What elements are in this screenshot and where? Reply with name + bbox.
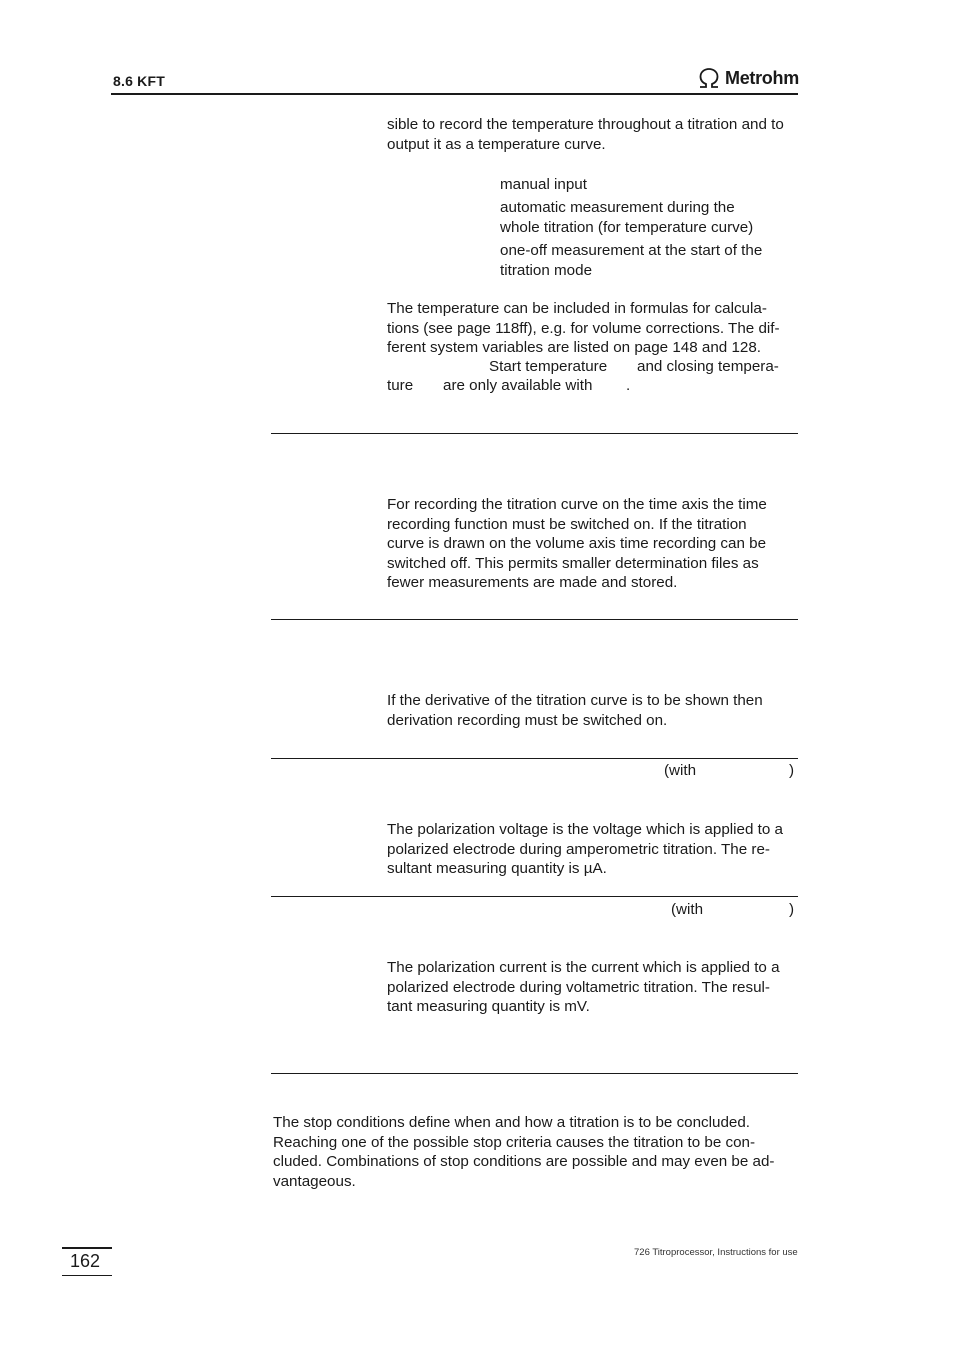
- page-number-rule-bottom: [62, 1275, 112, 1276]
- document-title: 726 Titroprocessor, Instructions for use: [634, 1247, 798, 1258]
- text-line: polarized electrode during voltametric titration. The resul-: [387, 978, 770, 996]
- time-recording-text: [387, 495, 767, 593]
- temperature-option-manual: [500, 175, 587, 195]
- text-line: sible to record the temperature throughout a titration and to: [387, 116, 784, 133]
- text-line: If the derivative of the titration curve is to be shown then: [387, 692, 763, 709]
- text-line: The polarization current is the current which is applied to a: [387, 959, 780, 976]
- stop-conditions-text: [273, 1113, 775, 1191]
- text-line: The temperature can be included in formulas for calcula-: [387, 300, 767, 317]
- page-number-rule-top: [62, 1247, 112, 1249]
- brand-logo: [697, 66, 799, 90]
- derivation-text: [387, 691, 763, 730]
- option-text: automatic measurement during the: [500, 199, 735, 216]
- section-header: 8.6 KFT: [113, 73, 165, 89]
- text-line: polarized electrode during amperometric titration. The re-: [387, 840, 770, 858]
- text-line: For recording the titration curve on the time axis the time: [387, 496, 767, 513]
- text-line: fewer measurements are made and stored.: [387, 574, 678, 592]
- text-line: Reaching one of the possible stop criteria causes the titration to be con-: [273, 1133, 756, 1151]
- page-number: 162: [70, 1251, 101, 1271]
- option-text: whole titration (for temperature curve): [500, 218, 754, 236]
- text-line: switched off. This permits smaller determination files as: [387, 554, 759, 572]
- text-line: tant measuring quantity is mV.: [387, 998, 590, 1016]
- pol-current-with-close: ): [789, 901, 795, 918]
- note-availability: are only available with: [443, 377, 593, 394]
- option-text: titration mode: [500, 261, 593, 279]
- text-line: tions (see page 118ff), e.g. for volume corrections. The dif-: [387, 319, 780, 337]
- section-divider: [271, 758, 798, 759]
- text-line: output it as a temperature curve.: [387, 135, 606, 153]
- note-closing-temperature: and closing tempera-: [637, 358, 779, 375]
- section-divider: [271, 1073, 798, 1074]
- section-divider: [271, 896, 798, 897]
- text-line: cluded. Combinations of stop conditions are possible and may even be ad-: [273, 1153, 775, 1171]
- text-line: curve is drawn on the volume axis time recording can be: [387, 535, 767, 553]
- section-divider: [271, 619, 798, 620]
- text-line: recording function must be switched on. If the titration: [387, 515, 747, 533]
- note-period: .: [626, 377, 631, 394]
- text-line: sultant measuring quantity is µA.: [387, 860, 607, 878]
- text-line: derivation recording must be switched on.: [387, 711, 668, 729]
- omega-logo-icon: [697, 67, 721, 89]
- pol-voltage-with-close: ): [789, 762, 795, 779]
- note-closing-temperature-cont: ture: [387, 377, 414, 394]
- temperature-option-automatic: [500, 198, 753, 237]
- temperature-note: [387, 299, 780, 358]
- note-start-temperature: Start temperature: [489, 358, 608, 375]
- option-text: one-off measurement at the start of the: [500, 242, 763, 259]
- header-rule: [111, 93, 798, 95]
- brand-name: Metrohm: [725, 67, 799, 88]
- option-text: manual input: [500, 176, 587, 193]
- temperature-intro: [387, 115, 784, 154]
- temperature-option-oneoff: [500, 241, 762, 280]
- text-line: The polarization voltage is the voltage which is applied to a: [387, 821, 783, 838]
- text-line: vantageous.: [273, 1172, 356, 1190]
- text-line: ferent system variables are listed on page 148 and 128.: [387, 339, 762, 357]
- polarization-voltage-text: [387, 820, 783, 879]
- pol-voltage-with-open: (with: [664, 762, 697, 779]
- section-divider: [271, 433, 798, 434]
- polarization-current-text: [387, 958, 780, 1017]
- text-line: The stop conditions define when and how a titration is to be concluded.: [273, 1114, 751, 1131]
- pol-current-with-open: (with: [671, 901, 704, 918]
